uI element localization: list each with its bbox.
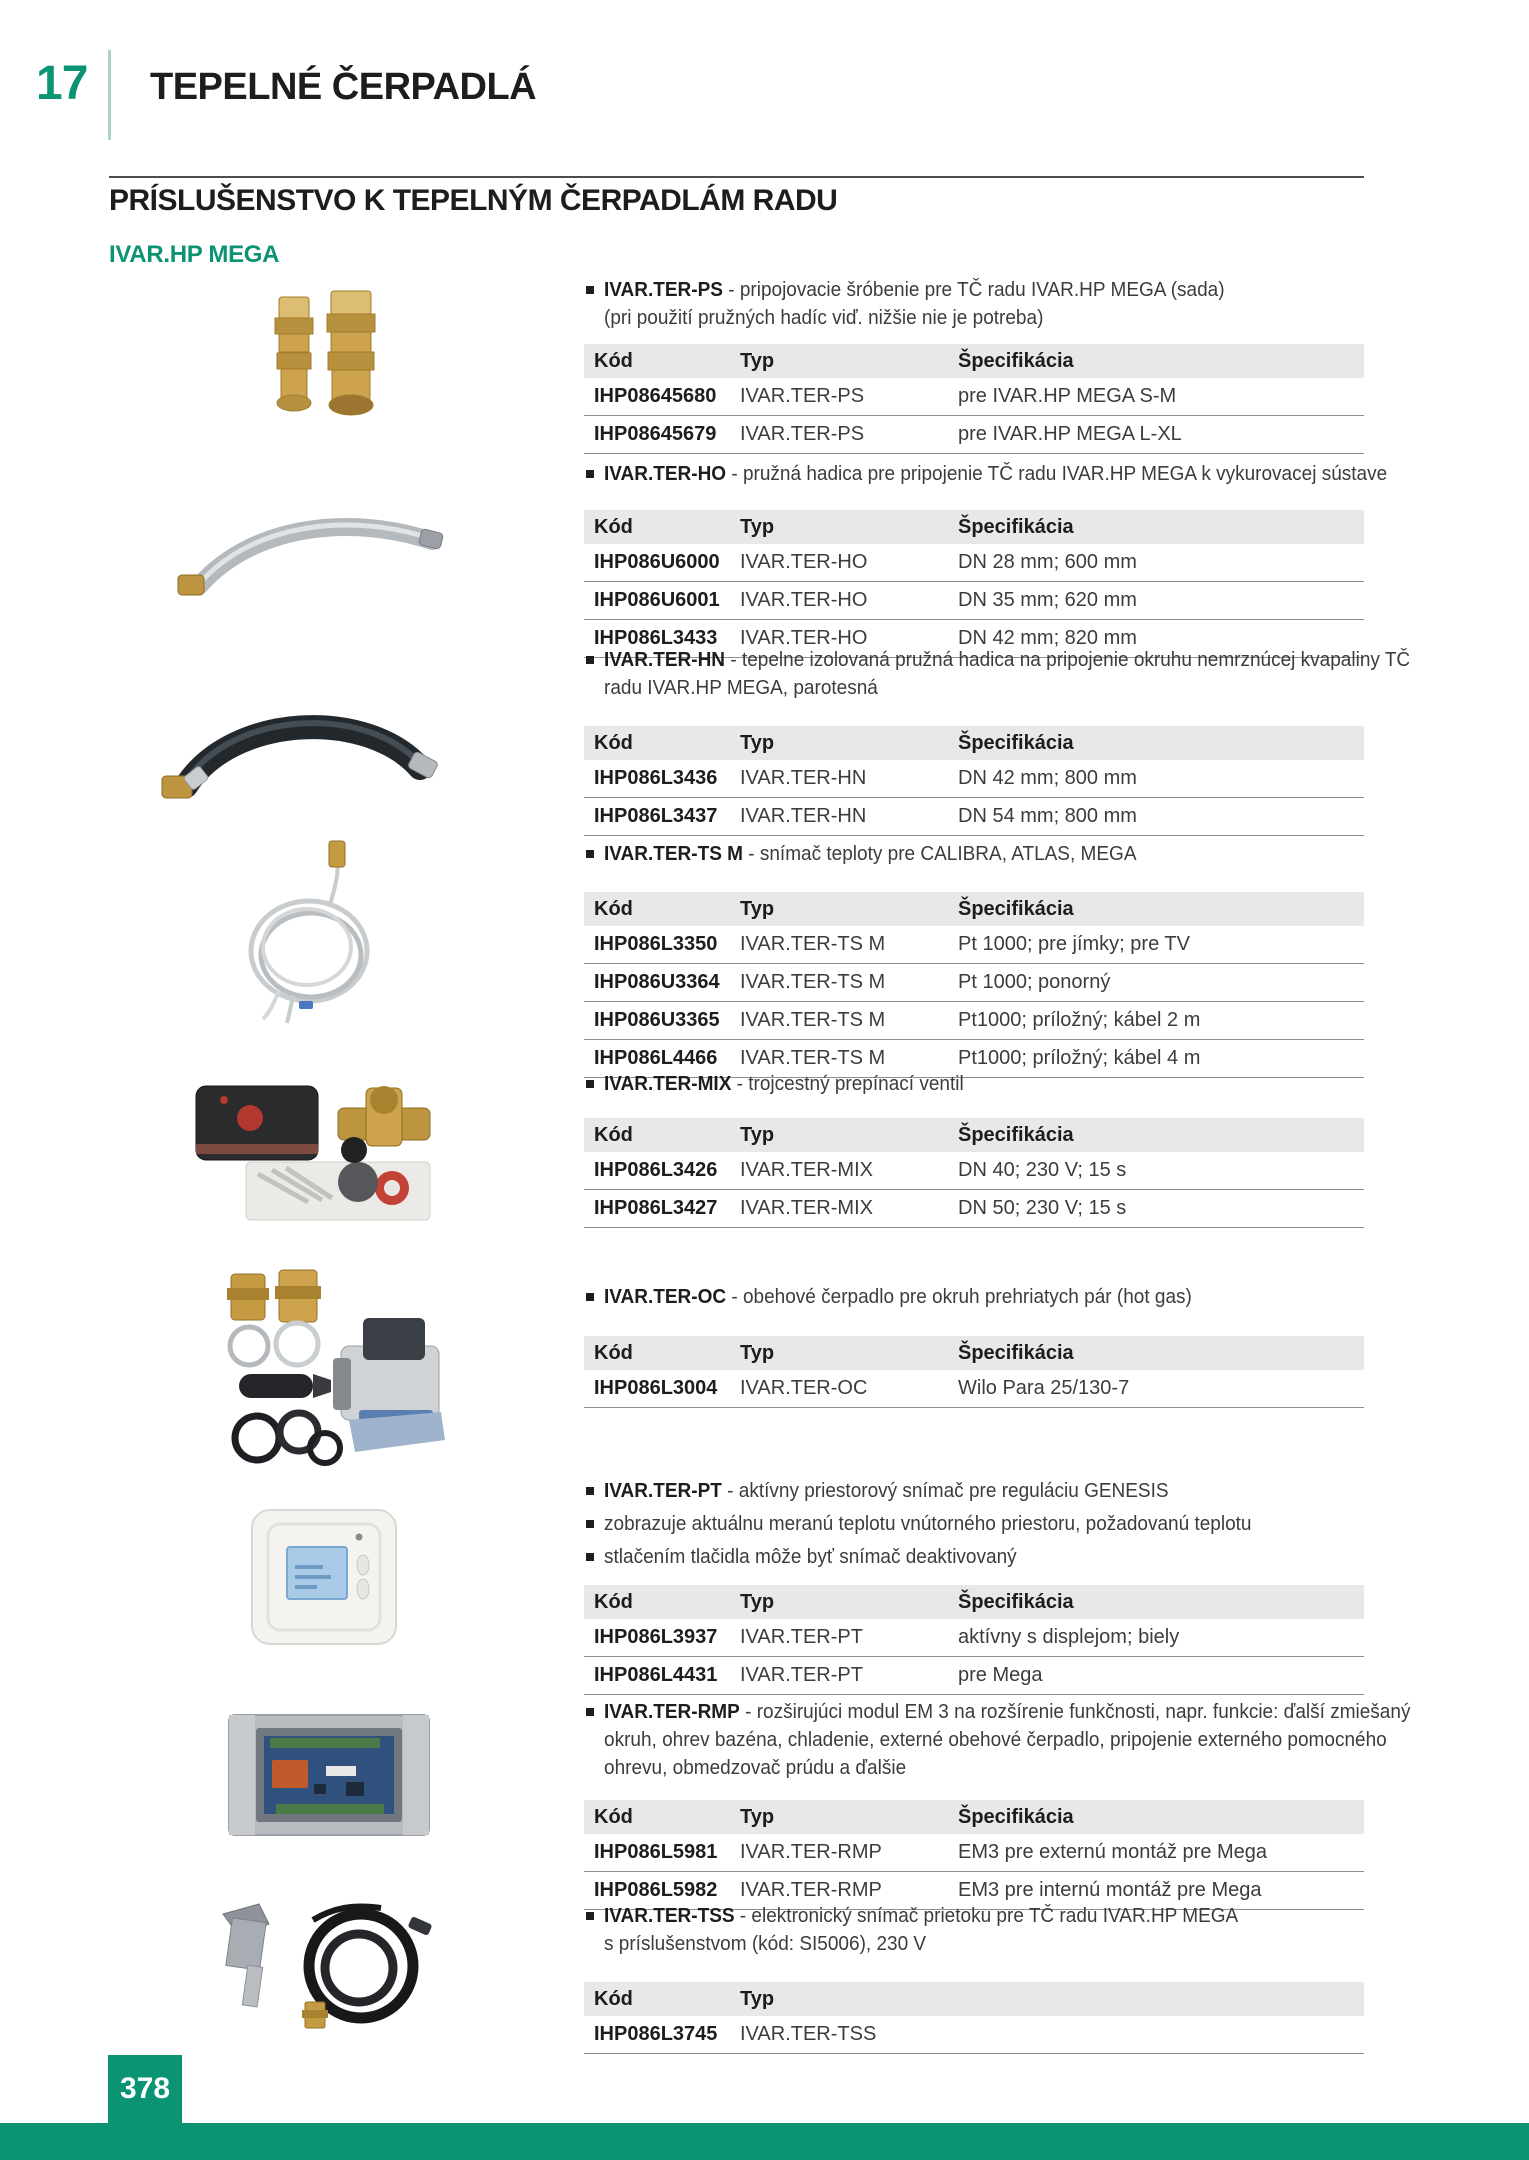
product-table-tss <box>584 1982 1364 2054</box>
product-table-ps <box>584 344 1364 454</box>
table-row <box>584 416 1364 454</box>
table-row <box>584 2016 1364 2054</box>
header-rule <box>109 176 1364 178</box>
col-code: Kód <box>594 731 633 754</box>
product-section-tsm <box>586 840 1386 868</box>
col-spec: Špecifikácia <box>958 1341 1074 1364</box>
cell-spec: Pt1000; príložný; kábel 4 m <box>958 1047 1201 1069</box>
product-table-pt <box>584 1585 1364 1695</box>
table-row <box>584 1657 1364 1695</box>
cell-spec: DN 54 mm; 800 mm <box>958 805 1137 827</box>
col-code: Kód <box>594 349 633 372</box>
bullet-icon <box>586 1553 594 1561</box>
col-code: Kód <box>594 897 633 920</box>
product-desc: - pružná hadica pre pripojenie TČ radu IVAR.HP MEGA k vykurovacej sústave <box>726 463 1388 485</box>
cell-type: IVAR.TER-MIX <box>740 1159 873 1181</box>
cell-spec: Wilo Para 25/130-7 <box>958 1377 1130 1399</box>
product-desc: - snímač teploty pre CALIBRA, ATLAS, MEGA <box>742 843 1137 865</box>
cell-type: IVAR.TER-HO <box>740 551 868 573</box>
table-row <box>584 378 1364 416</box>
bullet-icon <box>586 470 594 478</box>
product-image-flow-sensor <box>193 1890 447 2040</box>
table-header-row <box>584 344 1364 378</box>
cell-code: IHP086L5981 <box>594 1841 718 1863</box>
table-row <box>584 1152 1364 1190</box>
product-bullet <box>586 276 1386 304</box>
cell-code: IHP086L3437 <box>594 805 718 827</box>
cell-spec: Pt 1000; ponorný <box>958 971 1111 993</box>
product-desc: - rozširujúci modul EM 3 na rozšírenie funkčnosti, napr. funkcie: ďalší zmiešaný <box>739 1701 1411 1723</box>
cell-spec: EM3 pre externú montáž pre Mega <box>958 1841 1268 1863</box>
col-type: Typ <box>740 1123 775 1146</box>
cell-code: IHP086L3350 <box>594 933 718 955</box>
col-type: Typ <box>740 731 775 754</box>
series-title: IVAR.HP MEGA <box>109 241 280 268</box>
col-spec: Špecifikácia <box>958 1590 1074 1613</box>
product-name: IVAR.TER-PT <box>604 1480 722 1502</box>
cell-spec: DN 40; 230 V; 15 s <box>958 1159 1127 1181</box>
table-header-row <box>584 1336 1364 1370</box>
product-bullet: stlačením tlačidla môže byť snímač deaktivovaný <box>586 1543 1386 1571</box>
cell-type: IVAR.TER-HN <box>740 805 867 827</box>
product-image-brass-fittings <box>265 283 390 423</box>
col-type: Typ <box>740 1341 775 1364</box>
cell-type: IVAR.TER-TS M <box>740 1047 886 1069</box>
product-bullet <box>586 1070 1386 1098</box>
product-name: IVAR.TER-OC <box>604 1286 727 1308</box>
col-spec: Špecifikácia <box>958 897 1074 920</box>
product-section-ho <box>586 460 1386 488</box>
col-type: Typ <box>740 1590 775 1613</box>
cell-spec: Pt1000; príložný; kábel 2 m <box>958 1009 1201 1031</box>
cell-code: IHP086U3364 <box>594 971 720 993</box>
cell-type: IVAR.TER-TS M <box>740 1009 886 1031</box>
table-row <box>584 798 1364 836</box>
page-title: PRÍSLUŠENSTVO K TEPELNÝM ČERPADLÁM RADU <box>109 184 838 217</box>
cell-spec: aktívny s displejom; biely <box>958 1626 1180 1648</box>
col-type: Typ <box>740 897 775 920</box>
product-image-circulation-pump <box>213 1262 453 1480</box>
chapter-title: TEPELNÉ ČERPADLÁ <box>150 66 537 108</box>
cell-code: IHP086U6000 <box>594 551 720 573</box>
cell-type: IVAR.TER-HO <box>740 589 868 611</box>
cell-spec: DN 35 mm; 620 mm <box>958 589 1137 611</box>
product-table-ho <box>584 510 1364 658</box>
product-section-oc <box>586 1283 1386 1311</box>
footer-bar <box>0 2123 1529 2160</box>
col-code: Kód <box>594 1805 633 1828</box>
table-row <box>584 760 1364 798</box>
table-header-row <box>584 510 1364 544</box>
bullet-icon <box>586 286 594 294</box>
product-name: IVAR.TER-PS <box>604 279 723 301</box>
product-section-ps <box>586 276 1386 332</box>
cell-spec: DN 50; 230 V; 15 s <box>958 1197 1127 1219</box>
table-row <box>584 1619 1364 1657</box>
col-spec: Špecifikácia <box>958 349 1074 372</box>
product-name: IVAR.TER-RMP <box>604 1701 740 1723</box>
table-header-row <box>584 1800 1364 1834</box>
product-image-steel-hose <box>170 505 445 605</box>
col-code: Kód <box>594 515 633 538</box>
cell-code: IHP08645679 <box>594 423 717 445</box>
col-spec: Špecifikácia <box>958 1805 1074 1828</box>
cell-type: IVAR.TER-OC <box>740 1377 868 1399</box>
col-code: Kód <box>594 1123 633 1146</box>
table-header-row <box>584 1982 1364 2016</box>
cell-type: IVAR.TER-PS <box>740 385 865 407</box>
product-table-tsm <box>584 892 1364 1078</box>
cell-code: IHP086L3745 <box>594 2023 718 2045</box>
cell-code: IHP08645680 <box>594 385 717 407</box>
product-name: IVAR.TER-HO <box>604 463 727 485</box>
chapter-number: 17 <box>36 57 88 110</box>
product-desc: - obehové čerpadlo pre okruh prehriatych pár (hot gas) <box>726 1286 1192 1308</box>
product-section-rmp <box>586 1698 1411 1782</box>
col-code: Kód <box>594 1341 633 1364</box>
cell-type: IVAR.TER-PT <box>740 1626 863 1648</box>
product-desc-line3: ohrevu, obmedzovač prúdu a ďalšie <box>604 1757 907 1779</box>
cell-code: IHP086L3433 <box>594 627 718 649</box>
table-row <box>584 926 1364 964</box>
table-row <box>584 1190 1364 1228</box>
product-desc: - aktívny priestorový snímač pre reguláciu GENESIS <box>721 1480 1169 1502</box>
cell-code: IHP086L4466 <box>594 1047 718 1069</box>
cell-code: IHP086U3365 <box>594 1009 720 1031</box>
cell-type: IVAR.TER-TS M <box>740 933 886 955</box>
cell-spec: DN 42 mm; 800 mm <box>958 767 1137 789</box>
product-bullet <box>586 1477 1386 1505</box>
col-code: Kód <box>594 1590 633 1613</box>
col-code: Kód <box>594 1987 633 2010</box>
cell-type: IVAR.TER-RMP <box>740 1841 882 1863</box>
product-desc: - elektronický snímač prietoku pre TČ radu IVAR.HP MEGA <box>734 1905 1239 1927</box>
cell-spec: pre IVAR.HP MEGA L-XL <box>958 423 1182 445</box>
cell-spec: pre IVAR.HP MEGA S-M <box>958 385 1177 407</box>
product-bullet <box>586 646 1411 674</box>
bullet-icon <box>586 1293 594 1301</box>
cell-spec: Pt 1000; pre jímky; pre TV <box>958 933 1190 955</box>
col-type: Typ <box>740 515 775 538</box>
chapter-divider <box>108 50 111 140</box>
table-header-row <box>584 1585 1364 1619</box>
cell-code: IHP086L5982 <box>594 1879 718 1901</box>
cell-type: IVAR.TER-PT <box>740 1664 863 1686</box>
cell-spec: EM3 pre internú montáž pre Mega <box>958 1879 1262 1901</box>
table-row <box>584 964 1364 1002</box>
bullet-icon <box>586 1912 594 1920</box>
product-bullet: zobrazuje aktuálnu meranú teplotu vnútorného priestoru, požadovanú teplotu <box>586 1510 1386 1538</box>
product-image-expansion-module <box>226 1712 432 1838</box>
cell-type: IVAR.TER-RMP <box>740 1879 882 1901</box>
bullet-icon <box>586 1487 594 1495</box>
product-bullet <box>586 1902 1386 1930</box>
cell-code: IHP086L3436 <box>594 767 718 789</box>
cell-code: IHP086U6001 <box>594 589 720 611</box>
product-bullet <box>586 460 1386 488</box>
cell-spec: pre Mega <box>958 1664 1043 1686</box>
table-header-row <box>584 726 1364 760</box>
page-number: 378 <box>119 2072 171 2105</box>
bullet-icon <box>586 1708 594 1716</box>
page-number-tab <box>108 2055 182 2123</box>
cell-type: IVAR.TER-HO <box>740 627 868 649</box>
product-name: IVAR.TER-TS M <box>604 843 743 865</box>
bullet-icon <box>586 1520 594 1528</box>
product-desc: - trojcestný prepínací ventil <box>731 1073 964 1095</box>
cell-code: IHP086L3426 <box>594 1159 718 1181</box>
product-image-insulated-hose <box>152 690 447 808</box>
cell-type: IVAR.TER-HN <box>740 767 867 789</box>
product-image-room-thermostat <box>247 1505 401 1653</box>
table-header-row <box>584 892 1364 926</box>
table-row <box>584 1002 1364 1040</box>
col-type: Typ <box>740 1987 775 2010</box>
cell-code: IHP086L3427 <box>594 1197 718 1219</box>
col-spec: Špecifikácia <box>958 1123 1074 1146</box>
product-desc-line2: radu IVAR.HP MEGA, parotesná <box>604 677 878 699</box>
bullet-icon <box>586 656 594 664</box>
product-bullet <box>586 1283 1386 1311</box>
col-type: Typ <box>740 1805 775 1828</box>
product-table-mix <box>584 1118 1364 1228</box>
col-type: Typ <box>740 349 775 372</box>
cell-type: IVAR.TER-PS <box>740 423 865 445</box>
cell-type: IVAR.TER-MIX <box>740 1197 873 1219</box>
table-row <box>584 582 1364 620</box>
product-section-tss <box>586 1902 1386 1958</box>
table-row <box>584 1370 1364 1408</box>
cell-code: IHP086L4431 <box>594 1664 718 1686</box>
cell-spec: DN 28 mm; 600 mm <box>958 551 1137 573</box>
product-image-temperature-sensor <box>233 833 385 1033</box>
product-name: IVAR.TER-MIX <box>604 1073 732 1095</box>
product-section-mix <box>586 1070 1386 1098</box>
product-name: IVAR.TER-HN <box>604 649 726 671</box>
product-table-rmp <box>584 1800 1364 1910</box>
table-row <box>584 1834 1364 1872</box>
product-section-pt <box>586 1477 1386 1571</box>
product-name: IVAR.TER-TSS <box>604 1905 735 1927</box>
cell-type: IVAR.TER-TSS <box>740 2023 877 2045</box>
product-desc-line2: okruh, ohrev bazéna, chladenie, externé obehové čerpadlo, pripojenie externého pomocného <box>604 1729 1387 1751</box>
bullet-icon <box>586 850 594 858</box>
col-spec: Špecifikácia <box>958 515 1074 538</box>
cell-code: IHP086L3937 <box>594 1626 718 1648</box>
product-desc-line2: s príslušenstvom (kód: SI5006), 230 V <box>604 1933 927 1955</box>
product-table-hn <box>584 726 1364 836</box>
product-bullet <box>586 840 1386 868</box>
product-bullet <box>586 1698 1411 1726</box>
col-spec: Špecifikácia <box>958 731 1074 754</box>
product-desc: - tepelne izolovaná pružná hadica na pripojenie okruhu nemrznúcej kvapaliny TČ <box>725 649 1411 671</box>
product-desc: - pripojovacie šróbenie pre TČ radu IVAR.HP MEGA (sada) <box>722 279 1225 301</box>
product-desc-line2: (pri použití pružných hadíc viď. nižšie nie je potreba) <box>604 307 1044 329</box>
cell-type: IVAR.TER-TS M <box>740 971 886 993</box>
product-section-hn <box>586 646 1411 702</box>
product-table-oc <box>584 1336 1364 1408</box>
table-row <box>584 544 1364 582</box>
table-header-row <box>584 1118 1364 1152</box>
product-image-three-way-valve <box>188 1078 442 1226</box>
cell-spec: DN 42 mm; 820 mm <box>958 627 1137 649</box>
cell-code: IHP086L3004 <box>594 1377 718 1399</box>
bullet-icon <box>586 1080 594 1088</box>
